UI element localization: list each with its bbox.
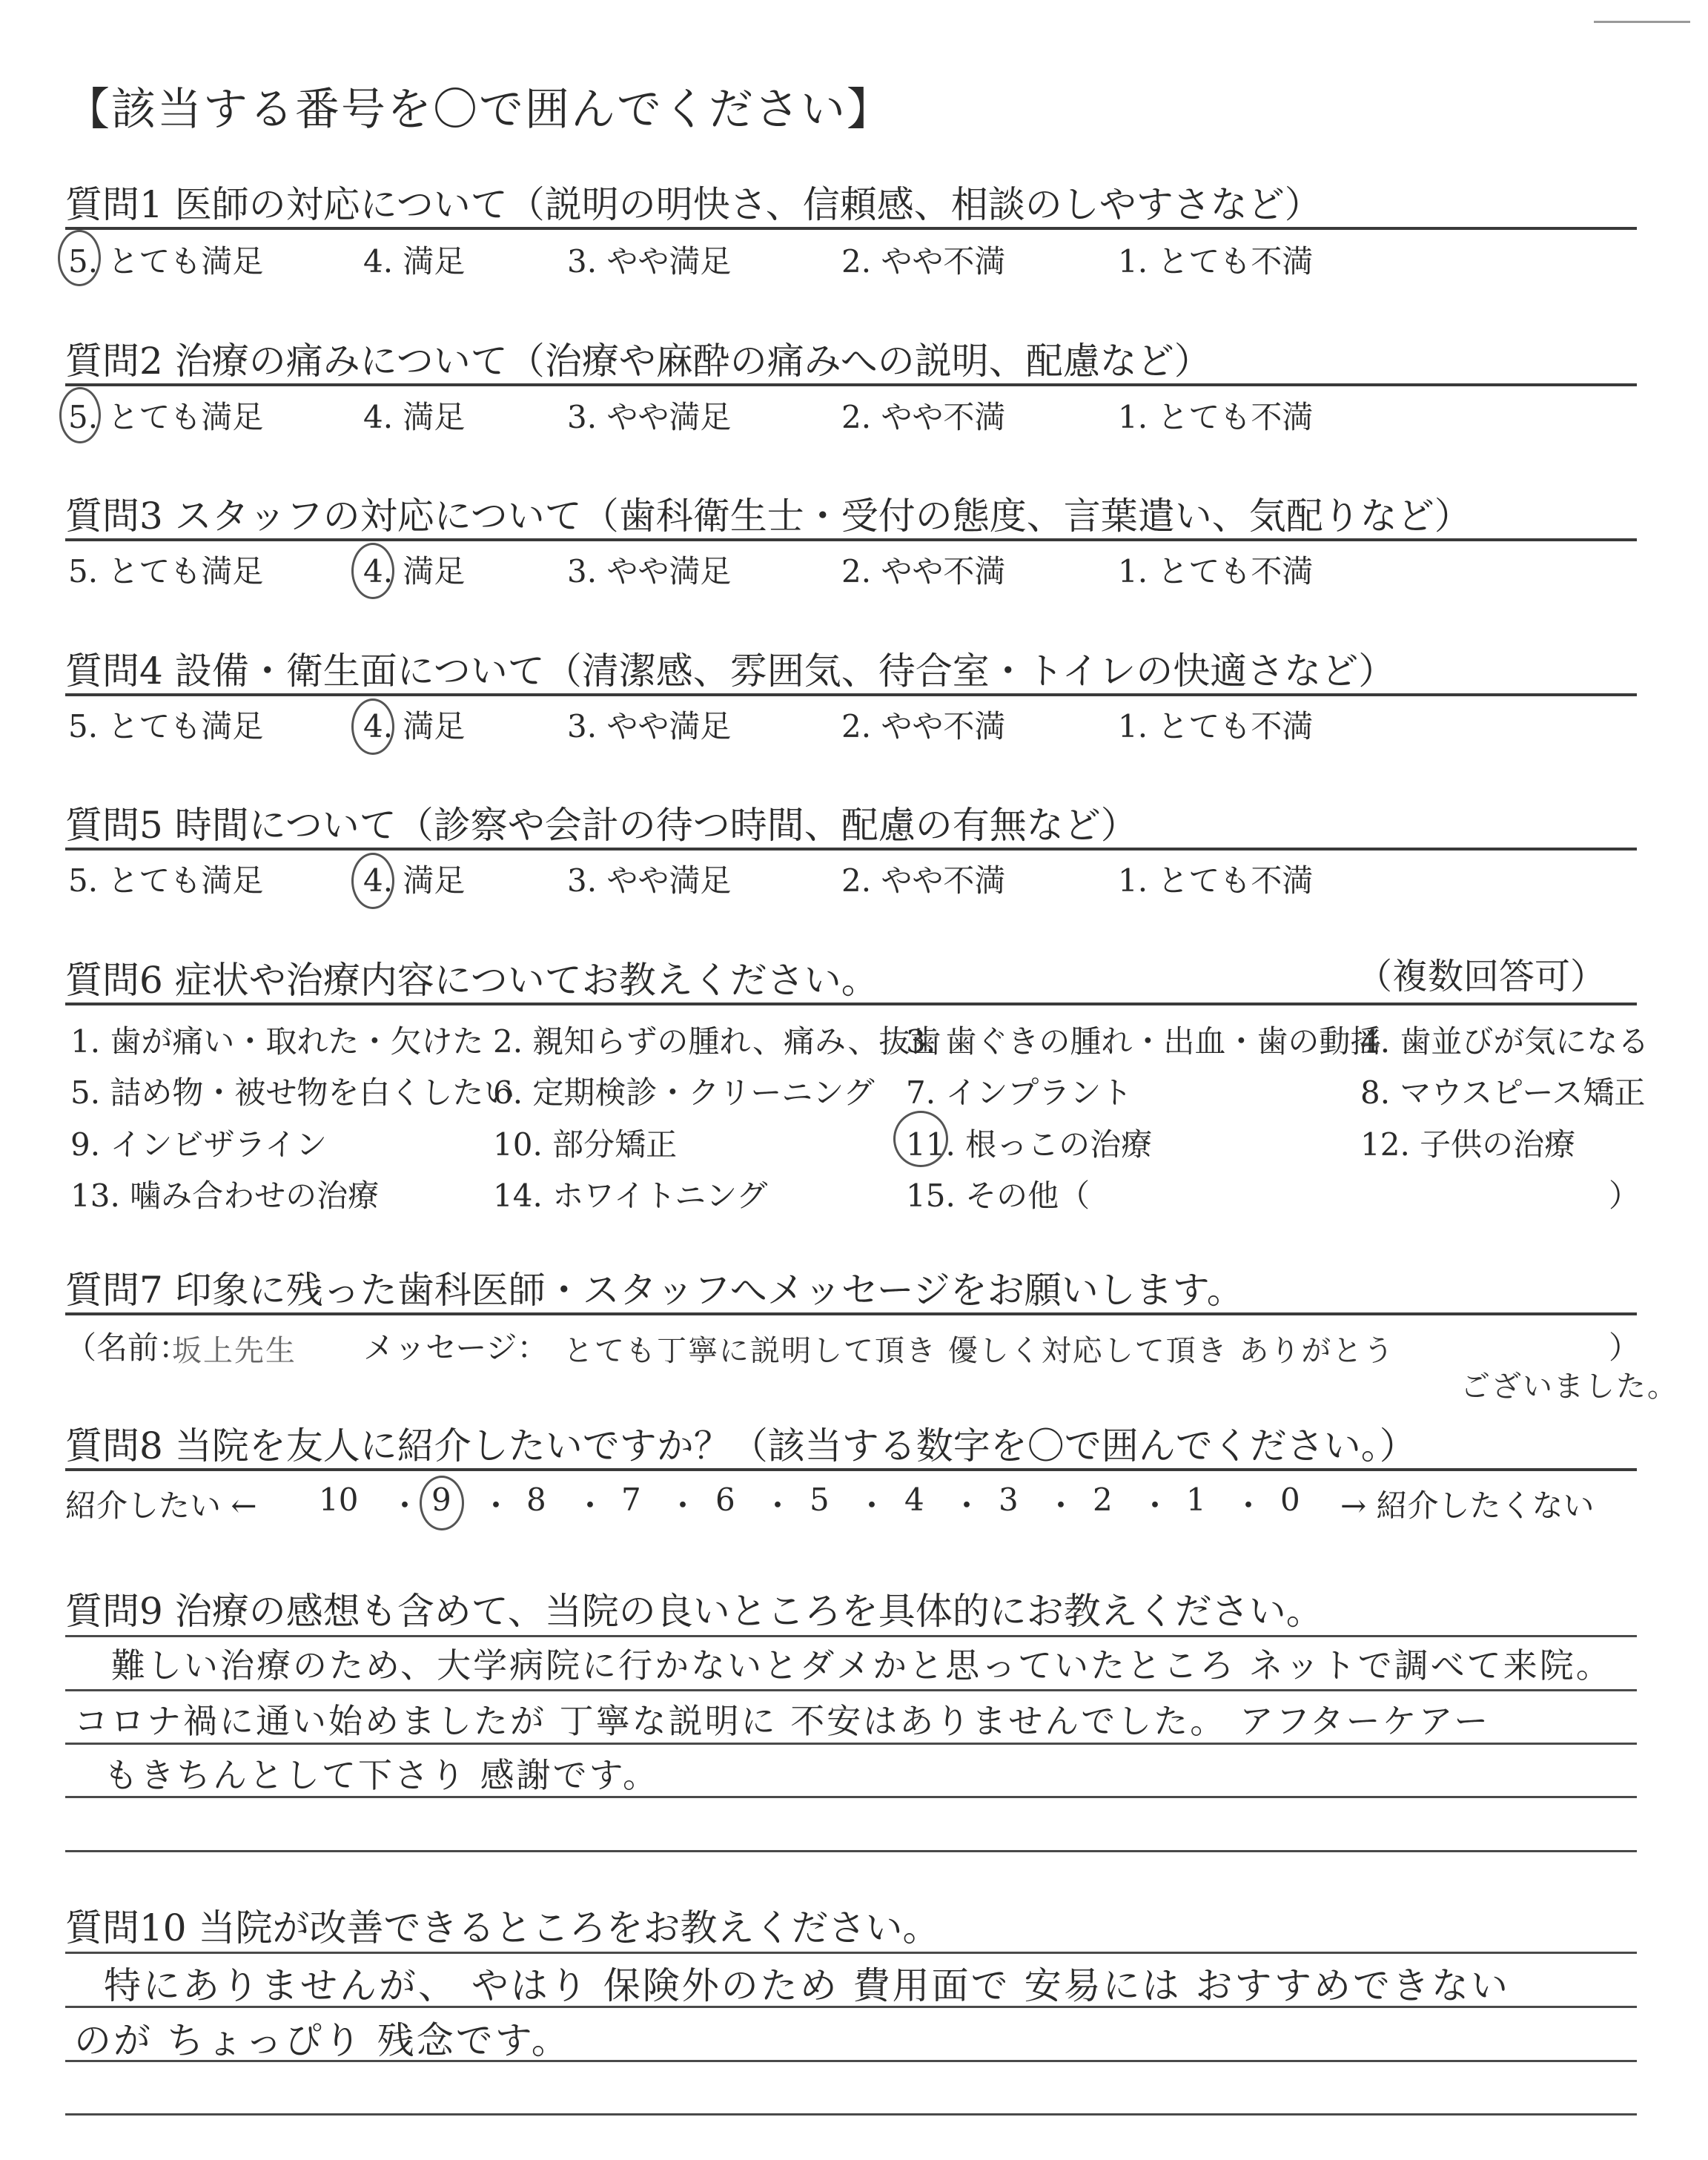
q7-message-label: メッセージ： (363, 1330, 549, 1366)
q8-number-6[interactable]: 6 (715, 1482, 735, 1518)
q9-line-rule-2 (65, 1689, 1637, 1691)
scan-edge-line (1594, 21, 1690, 23)
q8-number-3[interactable]: 3 (999, 1482, 1019, 1518)
question-6-multiple-note: （複数回答可） (1357, 956, 1606, 997)
q2-option-1[interactable]: 1. とても不満 (1118, 399, 1314, 435)
q9-line-rule-1 (65, 1635, 1637, 1637)
q8-number-0[interactable]: 0 (1280, 1482, 1300, 1518)
q6-option-11[interactable]: 11. 根っこの治療 (906, 1126, 1153, 1163)
q6-option-7[interactable]: 7. インプラント (906, 1074, 1133, 1111)
q6-other-close: ） (1609, 1178, 1641, 1214)
q8-left-label: 紹介したい ← (65, 1487, 257, 1524)
q8-number-7[interactable]: 7 (621, 1482, 641, 1518)
q1-option-2[interactable]: 2. やや不満 (841, 243, 1006, 280)
question-2-rule (65, 383, 1637, 386)
q7-close-paren: ） (1609, 1330, 1641, 1366)
q4-option-1[interactable]: 1. とても不満 (1118, 708, 1314, 744)
q9-handwritten-line3: もきちんとして下さり 感謝です。 (104, 1755, 659, 1795)
q4-selection-circle (351, 698, 394, 755)
q10-line-rule-1 (65, 1952, 1637, 1954)
q6-option-4[interactable]: 4. 歯並びが気になる (1360, 1023, 1649, 1060)
question-1-title: 質問1 医師の対応について（説明の明快さ、信頼感、相談のしやすさなど） (65, 183, 1322, 226)
q8-selection-circle (420, 1476, 464, 1530)
question-4-rule (65, 693, 1637, 696)
question-3-title: 質問3 スタッフの対応について（歯科衛生士・受付の態度、言葉遣い、気配りなど） (65, 495, 1472, 538)
question-8-rule (65, 1468, 1637, 1471)
question-4-title: 質問4 設備・衛生面について（清潔感、雰囲気、待合室・トイレの快適さなど） (65, 650, 1396, 693)
q8-number-9[interactable]: 9 (431, 1482, 451, 1518)
q8-dot: ・ (1139, 1487, 1171, 1524)
question-9-title: 質問9 治療の感想も含めて、当院の良いところを具体的にお教えください。 (65, 1590, 1323, 1633)
q8-dot: ・ (1233, 1487, 1265, 1524)
q1-option-3[interactable]: 3. やや満足 (567, 243, 732, 280)
q8-number-4[interactable]: 4 (904, 1482, 924, 1518)
q8-dot: ・ (667, 1487, 699, 1524)
question-5-title: 質問5 時間について（診察や会計の待つ時間、配慮の有無など） (65, 804, 1138, 847)
q8-right-label: → 紹介したくない (1340, 1487, 1595, 1524)
q6-option-14[interactable]: 14. ホワイトニング (493, 1178, 768, 1214)
q4-option-5[interactable]: 5. とても満足 (68, 708, 264, 744)
question-10-title: 質問10 当院が改善できるところをお教えください。 (65, 1906, 940, 1949)
q9-handwritten-line2: コロナ禍に通い始めましたが 丁寧な説明に 不安はありませんでした。 アフターケアー (74, 1701, 1491, 1741)
q8-number-1[interactable]: 1 (1186, 1482, 1206, 1518)
q8-dot: ・ (480, 1487, 512, 1524)
q10-handwritten-line1: 特にありませんが、 やはり 保険外のため 費用面で 安易には おすすめできない (104, 1964, 1510, 2007)
q3-option-4[interactable]: 4. 満足 (363, 553, 466, 589)
q7-name-handwritten: 坂上先生 (172, 1334, 297, 1368)
question-8-title: 質問8 当院を友人に紹介したいですか？（該当する数字を〇で囲んでください。） (65, 1424, 1417, 1467)
q7-message-handwritten-line1: とても丁寧に説明して頂き 優しく対応して頂き ありがとう (563, 1334, 1395, 1368)
page-heading: 【該当する番号を〇で囲んでください】 (65, 84, 893, 136)
q3-option-3[interactable]: 3. やや満足 (567, 553, 732, 589)
q6-option-13[interactable]: 13. 噛み合わせの治療 (70, 1178, 380, 1214)
q3-selection-circle (351, 543, 394, 599)
q2-selection-circle (59, 387, 101, 443)
q8-dot: ・ (575, 1487, 606, 1524)
q8-dot: ・ (1045, 1487, 1077, 1524)
q6-option-6[interactable]: 6. 定期検診・クリーニング (493, 1074, 875, 1111)
q6-option-5[interactable]: 5. 詰め物・被せ物を白くしたい (70, 1074, 515, 1111)
q8-dot: ・ (856, 1487, 888, 1524)
q9-line-rule-5 (65, 1850, 1637, 1852)
q8-dot: ・ (762, 1487, 794, 1524)
q8-number-5[interactable]: 5 (810, 1482, 830, 1518)
q6-option-15[interactable]: 15. その他（ (906, 1178, 1090, 1214)
question-6-rule (65, 1003, 1637, 1005)
q5-option-5[interactable]: 5. とても満足 (68, 862, 264, 899)
q4-option-3[interactable]: 3. やや満足 (567, 708, 732, 744)
q5-option-1[interactable]: 1. とても不満 (1118, 862, 1314, 899)
q3-option-5[interactable]: 5. とても満足 (68, 553, 264, 589)
q7-message-handwritten-line2: ございました。 (1460, 1370, 1678, 1404)
q7-name-label: （名前： (65, 1330, 191, 1366)
q1-option-4[interactable]: 4. 満足 (363, 243, 466, 280)
q6-option-10[interactable]: 10. 部分矯正 (493, 1126, 678, 1163)
q8-number-10[interactable]: 10 (319, 1482, 359, 1518)
q9-handwritten-line1: 難しい治療のため、大学病院に行かないとダメかと思っていたところ ネットで調べて来院。 (111, 1645, 1612, 1685)
q6-option-9[interactable]: 9. インビザライン (70, 1126, 328, 1163)
q8-number-8[interactable]: 8 (526, 1482, 546, 1518)
q2-option-3[interactable]: 3. やや満足 (567, 399, 732, 435)
q8-number-2[interactable]: 2 (1093, 1482, 1113, 1518)
q5-option-2[interactable]: 2. やや不満 (841, 862, 1006, 899)
q3-option-2[interactable]: 2. やや不満 (841, 553, 1006, 589)
question-1-rule (65, 227, 1637, 230)
q4-option-4[interactable]: 4. 満足 (363, 708, 466, 744)
q6-selection-circle (893, 1111, 948, 1167)
q1-option-1[interactable]: 1. とても不満 (1118, 243, 1314, 280)
q1-option-5[interactable]: 5. とても満足 (68, 243, 264, 280)
q1-selection-circle (58, 230, 101, 286)
question-3-rule (65, 538, 1637, 541)
q5-selection-circle (351, 853, 394, 909)
question-6-title: 質問6 症状や治療内容についてお教えください。 (65, 959, 878, 1002)
q5-option-4[interactable]: 4. 満足 (363, 862, 466, 899)
q6-option-12[interactable]: 12. 子供の治療 (1360, 1126, 1576, 1163)
q8-dot: ・ (389, 1487, 421, 1524)
q2-option-2[interactable]: 2. やや不満 (841, 399, 1006, 435)
q6-option-1[interactable]: 1. 歯が痛い・取れた・欠けた (70, 1023, 484, 1060)
question-7-title: 質問7 印象に残った歯科医師・スタッフへメッセージをお願いします。 (65, 1269, 1244, 1312)
question-5-rule (65, 848, 1637, 851)
q6-option-2[interactable]: 2. 親知らずの腫れ、痛み、抜歯 (493, 1023, 941, 1060)
q2-option-4[interactable]: 4. 満足 (363, 399, 466, 435)
q8-dot: ・ (951, 1487, 983, 1524)
question-7-rule (65, 1312, 1637, 1315)
q10-line-rule-4 (65, 2113, 1637, 2116)
q6-option-3[interactable]: 3. 歯ぐきの腫れ・出血・歯の動揺 (906, 1023, 1382, 1060)
q3-option-1[interactable]: 1. とても不満 (1118, 553, 1314, 589)
q5-option-3[interactable]: 3. やや満足 (567, 862, 732, 899)
q6-option-8[interactable]: 8. マウスピース矯正 (1360, 1074, 1646, 1111)
q2-option-5[interactable]: 5. とても満足 (68, 399, 264, 435)
q10-handwritten-line2: のが ちょっぴり 残念です。 (74, 2019, 571, 2062)
q4-option-2[interactable]: 2. やや不満 (841, 708, 1006, 744)
question-2-title: 質問2 治療の痛みについて（治療や麻酔の痛みへの説明、配慮など） (65, 340, 1211, 383)
